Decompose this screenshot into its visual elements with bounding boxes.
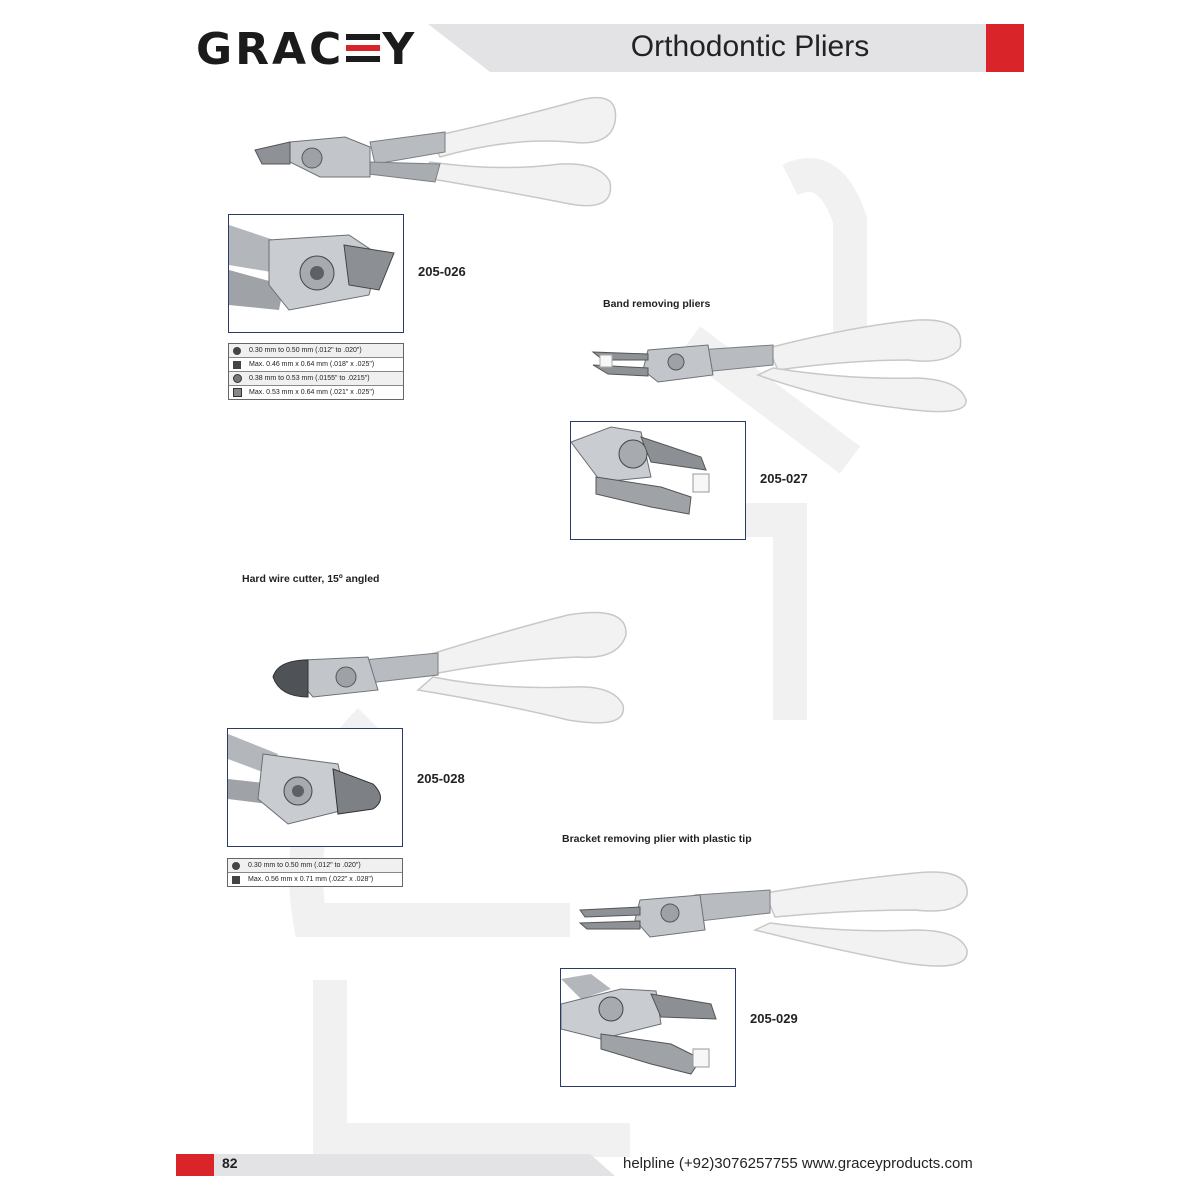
product-205-026-zoom-box xyxy=(228,214,404,333)
product-205-026-code: 205-026 xyxy=(418,264,466,279)
spec-row: Max. 0.53 mm x 0.64 mm (.021" x .025") xyxy=(229,386,403,399)
spec-row: 0.30 mm to 0.50 mm (.012" to .020") xyxy=(228,859,402,873)
brand-logo xyxy=(196,24,417,75)
hard-round-wire-icon xyxy=(233,374,242,383)
hard-rectangular-wire-icon xyxy=(233,388,242,397)
helpline-contact: helpline (+92)3076257755 www.graceyproducts.com xyxy=(623,1155,973,1172)
rectangular-wire-icon xyxy=(232,876,240,884)
spec-row: 0.30 mm to 0.50 mm (.012" to .020") xyxy=(229,344,403,358)
product-205-029-code: 205-029 xyxy=(750,1011,798,1026)
spec-row: Max. 0.46 mm x 0.64 mm (.018" x .025") xyxy=(229,358,403,372)
product-205-028-zoom-image xyxy=(228,729,402,846)
product-205-026-zoom-image xyxy=(229,215,403,332)
product-205-027-zoom-box xyxy=(570,421,746,540)
page-number: 82 xyxy=(222,1155,238,1171)
product-205-026-spec-table xyxy=(228,343,404,400)
brand-logo-right: Y xyxy=(382,24,418,75)
page-title: Orthodontic Pliers xyxy=(630,30,870,63)
product-205-029-caption: Bracket removing plier with plastic tip xyxy=(562,833,752,845)
round-wire-icon xyxy=(232,862,240,870)
brand-logo-e-mark xyxy=(346,32,380,64)
round-wire-icon xyxy=(233,347,241,355)
product-205-028-plier-image xyxy=(268,605,638,745)
footer-band xyxy=(0,1140,1200,1200)
product-205-027-code: 205-027 xyxy=(760,471,808,486)
product-205-028-caption: Hard wire cutter, 15º angled xyxy=(242,573,380,585)
brand-logo-left: GRAC xyxy=(196,24,345,75)
product-205-028-zoom-box xyxy=(227,728,403,847)
product-205-026-plier-image xyxy=(250,92,630,232)
product-205-029-zoom-image xyxy=(561,969,735,1086)
product-205-027-zoom-image xyxy=(571,422,745,539)
product-205-029-zoom-box xyxy=(560,968,736,1087)
product-205-028-code: 205-028 xyxy=(417,771,465,786)
product-205-028-spec-table xyxy=(227,858,403,887)
spec-row: 0.38 mm to 0.53 mm (.0155" to .0215") xyxy=(229,372,403,386)
spec-row: Max. 0.56 mm x 0.71 mm (.022" x .028") xyxy=(228,873,402,886)
product-205-027-caption: Band removing pliers xyxy=(603,298,711,310)
product-205-027-plier-image xyxy=(588,310,973,430)
rectangular-wire-icon xyxy=(233,361,241,369)
